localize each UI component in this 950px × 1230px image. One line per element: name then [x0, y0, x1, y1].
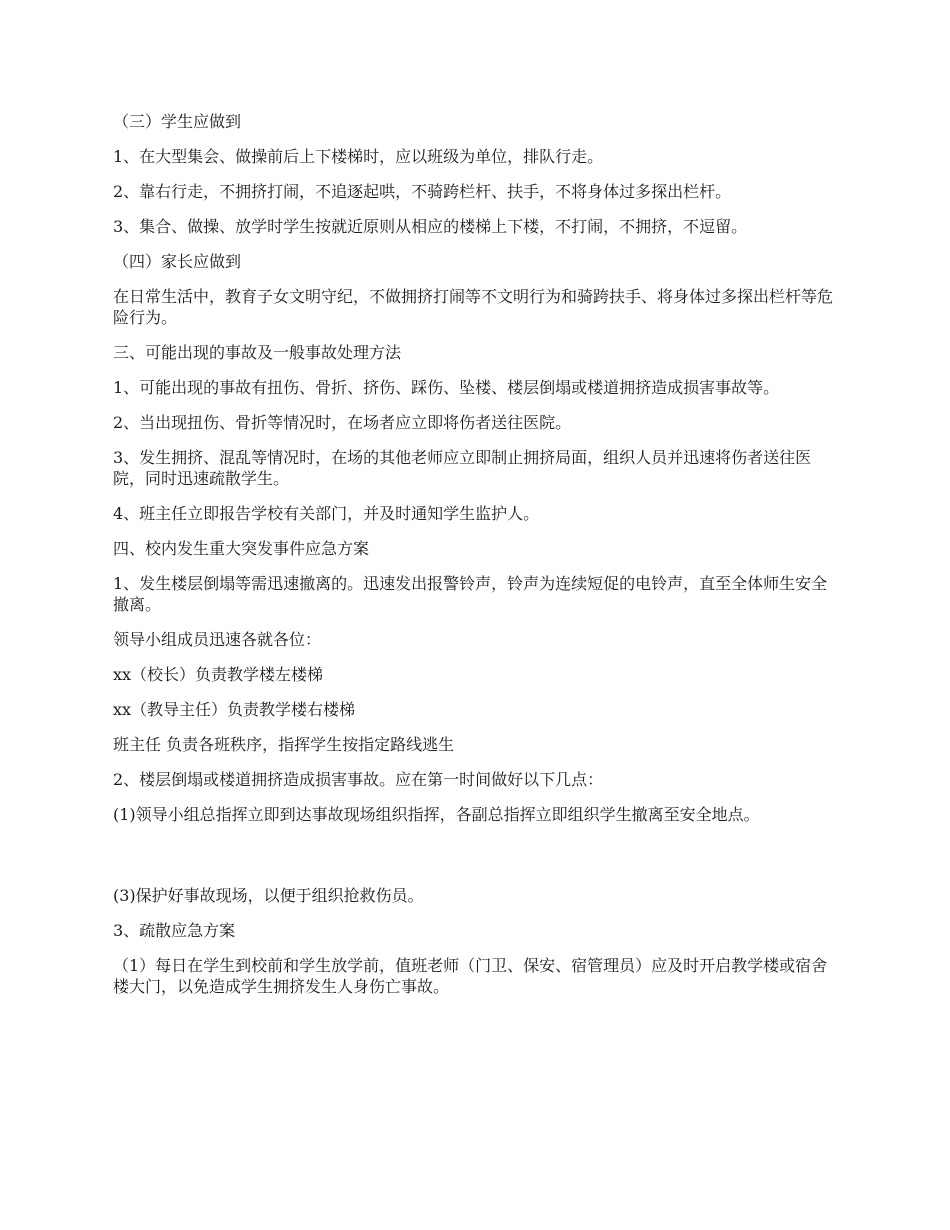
section-heading: 四、校内发生重大突发事件应急方案 — [113, 539, 370, 558]
section-heading: 三、可能出现的事故及一般事故处理方法 — [113, 343, 402, 362]
section-heading: （三）学生应做到 — [113, 112, 242, 131]
section-heading: （四）家长应做到 — [113, 252, 242, 271]
document-body — [113, 111, 843, 1011]
paragraph: （1）每日在学生到校前和学生放学前，值班老师（门卫、保安、宿管理员）应及时开启教学楼或宿舍楼大门，以免造成学生拥挤发生人身伤亡事故。 — [113, 956, 828, 996]
section-heading: 3、疏散应急方案 — [113, 921, 236, 940]
paragraph: (3)保护好事故现场，以便于组织抢救伤员。 — [113, 886, 424, 905]
blank-space — [113, 839, 843, 885]
paragraph: 在日常生活中，教育子女文明守纪，不做拥挤打闹等不文明行为和骑跨扶手、将身体过多探出栏杆等危险行为。 — [113, 287, 834, 327]
paragraph: xx（校长）负责教学楼左楼梯 — [113, 665, 324, 684]
paragraph: 3、集合、做操、放学时学生按就近原则从相应的楼梯上下楼，不打闹，不拥挤，不逗留。 — [113, 217, 748, 236]
paragraph: 1、可能出现的事故有扭伤、骨折、挤伤、踩伤、坠楼、楼层倒塌或楼道拥挤造成损害事故等。 — [113, 378, 780, 397]
paragraph: 3、发生拥挤、混乱等情况时，在场的其他老师应立即制止拥挤局面，组织人员并迅速将伤者送往医院，同时迅速疏散学生。 — [113, 448, 812, 488]
paragraph: 4、班主任立即报告学校有关部门，并及时通知学生监护人。 — [113, 504, 540, 523]
paragraph: (1)领导小组总指挥立即到达事故现场组织指挥，各副总指挥立即组织学生撤离至安全地点。 — [113, 805, 760, 824]
paragraph: 2、靠右行走，不拥挤打闹，不追逐起哄，不骑跨栏杆、扶手，不将身体过多探出栏杆。 — [113, 182, 732, 201]
paragraph: xx（教导主任）负责教学楼右楼梯 — [113, 700, 356, 719]
paragraph: 1、在大型集会、做操前后上下楼梯时，应以班级为单位，排队行走。 — [113, 147, 604, 166]
paragraph: 2、楼层倒塌或楼道拥挤造成损害事故。应在第一时间做好以下几点： — [113, 770, 604, 789]
paragraph: 领导小组成员迅速各就各位： — [113, 630, 322, 649]
paragraph: 2、当出现扭伤、骨折等情况时，在场者应立即将伤者送往医院。 — [113, 413, 572, 432]
paragraph: 班主任 负责各班秩序，指挥学生按指定路线逃生 — [113, 735, 455, 754]
paragraph: 1、发生楼层倒塌等需迅速撤离的。迅速发出报警铃声，铃声为连续短促的电铃声，直至全体师生安全撤离。 — [113, 574, 828, 614]
